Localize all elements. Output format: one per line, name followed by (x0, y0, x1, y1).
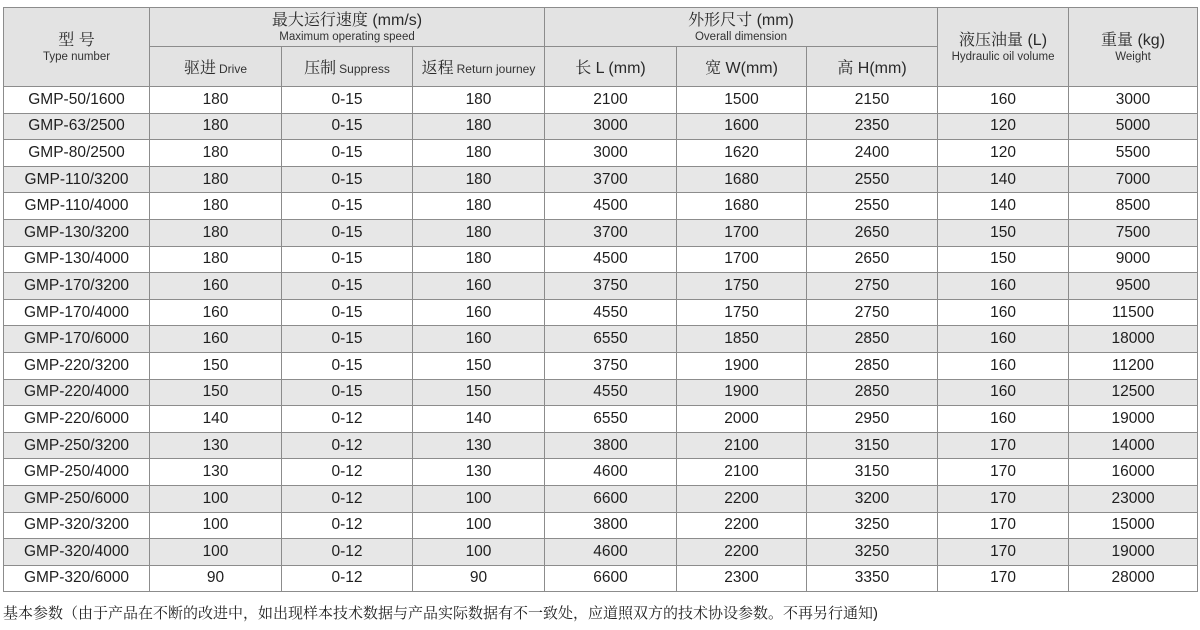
cell-oil-volume: 120 (938, 113, 1069, 140)
cell-return-speed: 90 (413, 565, 545, 592)
cell-drive-speed: 130 (150, 432, 282, 459)
cell-width: 2100 (677, 459, 807, 486)
table-row (4, 459, 1198, 486)
table-row (4, 219, 1198, 246)
cell-suppress-speed: 0-15 (282, 219, 413, 246)
table-row (4, 379, 1198, 406)
cell-length: 4600 (545, 539, 677, 566)
cell-oil-volume: 140 (938, 193, 1069, 220)
table-row (4, 352, 1198, 379)
table-row (4, 539, 1198, 566)
cell-length: 2100 (545, 87, 677, 114)
cell-model: GMP-110/4000 (4, 193, 150, 220)
table-row (4, 432, 1198, 459)
cell-suppress-speed: 0-12 (282, 512, 413, 539)
cell-model: GMP-250/4000 (4, 459, 150, 486)
cell-model: GMP-110/3200 (4, 166, 150, 193)
cell-suppress-speed: 0-12 (282, 485, 413, 512)
table-header (4, 8, 1198, 87)
header-return-cn: 返程 (421, 60, 454, 77)
cell-weight: 14000 (1069, 432, 1198, 459)
header-dimension-cn: 外形尺寸 (mm) (688, 11, 794, 29)
table-row (4, 166, 1198, 193)
table-row (4, 565, 1198, 592)
cell-width: 2200 (677, 539, 807, 566)
cell-length: 4600 (545, 459, 677, 486)
cell-weight: 19000 (1069, 406, 1198, 433)
header-speed-en: Maximum operating speed (279, 30, 415, 43)
cell-length: 3700 (545, 166, 677, 193)
cell-model: GMP-220/4000 (4, 379, 150, 406)
cell-suppress-speed: 0-15 (282, 299, 413, 326)
cell-drive-speed: 140 (150, 406, 282, 433)
cell-height: 3350 (807, 565, 938, 592)
cell-oil-volume: 170 (938, 432, 1069, 459)
table-row (4, 326, 1198, 353)
cell-length: 3000 (545, 113, 677, 140)
cell-weight: 8500 (1069, 193, 1198, 220)
cell-width: 1850 (677, 326, 807, 353)
cell-return-speed: 160 (413, 299, 545, 326)
cell-height: 3200 (807, 485, 938, 512)
table-row (4, 87, 1198, 114)
cell-drive-speed: 180 (150, 87, 282, 114)
header-dimension (545, 8, 938, 47)
cell-height: 2150 (807, 87, 938, 114)
cell-drive-speed: 100 (150, 539, 282, 566)
cell-oil-volume: 120 (938, 140, 1069, 167)
cell-length: 3000 (545, 140, 677, 167)
cell-height: 2550 (807, 166, 938, 193)
cell-weight: 15000 (1069, 512, 1198, 539)
cell-return-speed: 180 (413, 87, 545, 114)
cell-length: 4500 (545, 246, 677, 273)
header-weight-en: Weight (1115, 50, 1151, 63)
cell-height: 2350 (807, 113, 938, 140)
footnote: 基本参数（由于产品在不断的改进中，如出现样本技术数据与产品实际数据有不一致处，应道照双方的技术协设参数。不再另行通知) (3, 605, 879, 622)
cell-model: GMP-250/3200 (4, 432, 150, 459)
table-body (4, 87, 1198, 592)
cell-suppress-speed: 0-15 (282, 326, 413, 353)
cell-weight: 5000 (1069, 113, 1198, 140)
cell-oil-volume: 170 (938, 485, 1069, 512)
cell-weight: 9000 (1069, 246, 1198, 273)
cell-suppress-speed: 0-12 (282, 406, 413, 433)
cell-model: GMP-170/4000 (4, 299, 150, 326)
cell-oil-volume: 150 (938, 219, 1069, 246)
cell-suppress-speed: 0-12 (282, 565, 413, 592)
cell-oil-volume: 170 (938, 565, 1069, 592)
cell-return-speed: 180 (413, 193, 545, 220)
cell-width: 1700 (677, 246, 807, 273)
cell-weight: 7000 (1069, 166, 1198, 193)
header-type-cn: 型 号 (58, 31, 95, 49)
header-suppress (282, 47, 413, 87)
cell-height: 3150 (807, 459, 938, 486)
cell-model: GMP-130/3200 (4, 219, 150, 246)
cell-width: 1750 (677, 299, 807, 326)
cell-oil-volume: 160 (938, 299, 1069, 326)
cell-height: 2400 (807, 140, 938, 167)
cell-suppress-speed: 0-12 (282, 432, 413, 459)
table-row (4, 406, 1198, 433)
cell-length: 3800 (545, 432, 677, 459)
cell-oil-volume: 170 (938, 459, 1069, 486)
table-row (4, 512, 1198, 539)
cell-length: 3800 (545, 512, 677, 539)
cell-model: GMP-170/3200 (4, 273, 150, 300)
cell-height: 2750 (807, 273, 938, 300)
cell-oil-volume: 160 (938, 352, 1069, 379)
cell-height: 2850 (807, 352, 938, 379)
cell-weight: 28000 (1069, 565, 1198, 592)
header-drive-en: Drive (219, 62, 248, 76)
cell-weight: 3000 (1069, 87, 1198, 114)
cell-height: 2550 (807, 193, 938, 220)
cell-weight: 9500 (1069, 273, 1198, 300)
cell-length: 3750 (545, 273, 677, 300)
cell-drive-speed: 150 (150, 352, 282, 379)
cell-length: 6600 (545, 485, 677, 512)
cell-suppress-speed: 0-15 (282, 87, 413, 114)
cell-oil-volume: 140 (938, 166, 1069, 193)
cell-suppress-speed: 0-12 (282, 459, 413, 486)
header-oil-cn: 液压油量 (L) (959, 31, 1048, 49)
cell-drive-speed: 180 (150, 219, 282, 246)
cell-height: 2850 (807, 379, 938, 406)
cell-drive-speed: 180 (150, 113, 282, 140)
table-row (4, 485, 1198, 512)
cell-model: GMP-220/3200 (4, 352, 150, 379)
cell-width: 1600 (677, 113, 807, 140)
cell-width: 1700 (677, 219, 807, 246)
cell-return-speed: 180 (413, 219, 545, 246)
cell-return-speed: 100 (413, 512, 545, 539)
cell-drive-speed: 100 (150, 512, 282, 539)
cell-model: GMP-320/4000 (4, 539, 150, 566)
cell-suppress-speed: 0-15 (282, 246, 413, 273)
cell-oil-volume: 160 (938, 273, 1069, 300)
cell-return-speed: 180 (413, 246, 545, 273)
cell-return-speed: 130 (413, 432, 545, 459)
cell-weight: 19000 (1069, 539, 1198, 566)
header-return (413, 47, 545, 87)
cell-width: 2100 (677, 432, 807, 459)
header-length-label: 长 L (mm) (575, 60, 646, 77)
cell-width: 1900 (677, 352, 807, 379)
cell-height: 2950 (807, 406, 938, 433)
cell-length: 6600 (545, 565, 677, 592)
cell-length: 4500 (545, 193, 677, 220)
cell-return-speed: 100 (413, 539, 545, 566)
cell-return-speed: 150 (413, 379, 545, 406)
cell-height: 2650 (807, 246, 938, 273)
header-drive (150, 47, 282, 87)
cell-suppress-speed: 0-15 (282, 379, 413, 406)
cell-oil-volume: 160 (938, 326, 1069, 353)
header-length (545, 47, 677, 87)
cell-suppress-speed: 0-15 (282, 166, 413, 193)
cell-drive-speed: 180 (150, 193, 282, 220)
header-height (807, 47, 938, 87)
header-type (4, 8, 150, 87)
spec-table (3, 7, 1198, 592)
cell-weight: 11500 (1069, 299, 1198, 326)
cell-model: GMP-80/2500 (4, 140, 150, 167)
cell-return-speed: 100 (413, 485, 545, 512)
cell-drive-speed: 100 (150, 485, 282, 512)
cell-oil-volume: 170 (938, 539, 1069, 566)
cell-weight: 16000 (1069, 459, 1198, 486)
cell-oil-volume: 160 (938, 406, 1069, 433)
cell-oil-volume: 160 (938, 87, 1069, 114)
header-dimension-en: Overall dimension (694, 30, 788, 43)
cell-drive-speed: 180 (150, 140, 282, 167)
cell-length: 3700 (545, 219, 677, 246)
cell-drive-speed: 90 (150, 565, 282, 592)
cell-drive-speed: 180 (150, 166, 282, 193)
cell-drive-speed: 180 (150, 246, 282, 273)
table-row (4, 273, 1198, 300)
cell-width: 1680 (677, 166, 807, 193)
cell-width: 2200 (677, 512, 807, 539)
cell-height: 3150 (807, 432, 938, 459)
header-drive-cn: 驱进 (183, 60, 216, 77)
cell-return-speed: 130 (413, 459, 545, 486)
cell-model: GMP-220/6000 (4, 406, 150, 433)
cell-return-speed: 180 (413, 166, 545, 193)
cell-drive-speed: 160 (150, 326, 282, 353)
cell-return-speed: 160 (413, 326, 545, 353)
cell-length: 6550 (545, 326, 677, 353)
cell-model: GMP-63/2500 (4, 113, 150, 140)
cell-drive-speed: 160 (150, 299, 282, 326)
header-return-en: Return journey (456, 62, 536, 76)
cell-width: 1620 (677, 140, 807, 167)
cell-oil-volume: 150 (938, 246, 1069, 273)
header-height-label: 高 H(mm) (837, 60, 907, 77)
cell-drive-speed: 150 (150, 379, 282, 406)
cell-length: 4550 (545, 379, 677, 406)
table-row (4, 140, 1198, 167)
cell-weight: 18000 (1069, 326, 1198, 353)
cell-suppress-speed: 0-12 (282, 539, 413, 566)
cell-oil-volume: 170 (938, 512, 1069, 539)
cell-model: GMP-320/6000 (4, 565, 150, 592)
cell-model: GMP-250/6000 (4, 485, 150, 512)
cell-oil-volume: 160 (938, 379, 1069, 406)
cell-height: 2750 (807, 299, 938, 326)
cell-weight: 5500 (1069, 140, 1198, 167)
cell-return-speed: 150 (413, 352, 545, 379)
header-speed (150, 8, 545, 47)
cell-width: 2300 (677, 565, 807, 592)
cell-model: GMP-170/6000 (4, 326, 150, 353)
header-oil-en: Hydraulic oil volume (951, 50, 1055, 63)
header-oil (938, 8, 1069, 87)
cell-width: 1900 (677, 379, 807, 406)
cell-model: GMP-130/4000 (4, 246, 150, 273)
cell-suppress-speed: 0-15 (282, 113, 413, 140)
header-weight-cn: 重量 (kg) (1101, 31, 1166, 49)
cell-width: 2200 (677, 485, 807, 512)
cell-width: 1680 (677, 193, 807, 220)
table-row (4, 113, 1198, 140)
cell-width: 2000 (677, 406, 807, 433)
cell-suppress-speed: 0-15 (282, 273, 413, 300)
header-suppress-cn: 压制 (304, 60, 337, 77)
header-weight (1069, 8, 1198, 87)
table-row (4, 193, 1198, 220)
cell-return-speed: 180 (413, 113, 545, 140)
cell-height: 2850 (807, 326, 938, 353)
header-suppress-en: Suppress (339, 62, 390, 76)
cell-suppress-speed: 0-15 (282, 352, 413, 379)
cell-suppress-speed: 0-15 (282, 193, 413, 220)
header-width-label: 宽 W(mm) (705, 60, 778, 77)
cell-length: 6550 (545, 406, 677, 433)
cell-drive-speed: 160 (150, 273, 282, 300)
cell-return-speed: 160 (413, 273, 545, 300)
cell-length: 3750 (545, 352, 677, 379)
header-width (677, 47, 807, 87)
cell-height: 2650 (807, 219, 938, 246)
cell-suppress-speed: 0-15 (282, 140, 413, 167)
cell-height: 3250 (807, 539, 938, 566)
cell-drive-speed: 130 (150, 459, 282, 486)
cell-return-speed: 180 (413, 140, 545, 167)
cell-weight: 11200 (1069, 352, 1198, 379)
cell-model: GMP-320/3200 (4, 512, 150, 539)
header-type-en: Type number (42, 50, 111, 63)
cell-length: 4550 (545, 299, 677, 326)
table-row (4, 299, 1198, 326)
table-row (4, 246, 1198, 273)
header-speed-cn: 最大运行速度 (mm/s) (271, 11, 423, 29)
cell-width: 1500 (677, 87, 807, 114)
cell-weight: 7500 (1069, 219, 1198, 246)
cell-weight: 12500 (1069, 379, 1198, 406)
cell-width: 1750 (677, 273, 807, 300)
cell-model: GMP-50/1600 (4, 87, 150, 114)
cell-height: 3250 (807, 512, 938, 539)
cell-return-speed: 140 (413, 406, 545, 433)
cell-weight: 23000 (1069, 485, 1198, 512)
